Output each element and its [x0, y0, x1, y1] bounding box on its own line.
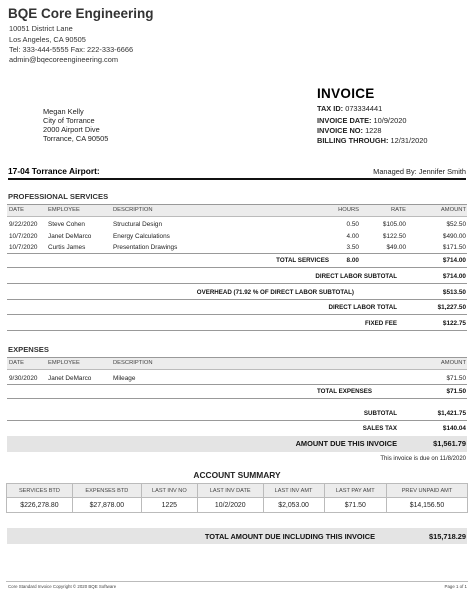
- account-summary-header: [7, 484, 468, 498]
- account-summary-values: [7, 498, 468, 513]
- expenses-btd-value: $27,878.00: [72, 498, 141, 513]
- row-amount: $52.50: [446, 221, 466, 228]
- col-last-inv-amt: LAST INV AMT: [263, 484, 324, 498]
- grand-total-value: $15,718.29: [429, 532, 466, 541]
- col-rate: RATE: [390, 207, 406, 213]
- project-divider: [8, 178, 466, 180]
- invoice-date-line: [317, 116, 406, 125]
- prev-unpaid-amt-value: $14,156.50: [386, 498, 467, 513]
- row-rate: $122.50: [382, 233, 406, 240]
- invoice-no-line: [317, 126, 382, 135]
- company-name: BQE Core Engineering: [8, 6, 154, 21]
- row-amount: $171.50: [442, 244, 466, 251]
- client-org: City of Torrance: [43, 116, 95, 125]
- labor-total-divider: [7, 314, 467, 315]
- col-hours: HOURS: [338, 207, 359, 213]
- overhead-label: OVERHEAD (71.92 % OF DIRECT LABOR SUBTOTAL): [196, 289, 354, 296]
- row-rate: $105.00: [382, 221, 406, 228]
- total-expenses-divider: [7, 398, 467, 399]
- subtotal-value: $1,421.75: [437, 410, 466, 417]
- services-btd-value: $226,278.80: [7, 498, 73, 513]
- sales-tax-value: $140.04: [442, 425, 466, 432]
- col-employee: EMPLOYEE: [48, 360, 80, 366]
- fixed-fee-label: FIXED FEE: [365, 320, 397, 327]
- amount-due-label: AMOUNT DUE THIS INVOICE: [295, 439, 397, 448]
- last-inv-amt-value: $2,053.00: [263, 498, 324, 513]
- direct-labor-total-value: $1,227.50: [437, 304, 466, 311]
- total-expenses-label: TOTAL EXPENSES: [316, 388, 372, 395]
- subtotal-divider: [7, 283, 467, 284]
- row-date: 10/7/2020: [9, 244, 38, 251]
- invoice-title: INVOICE: [317, 86, 375, 101]
- tax-id-line: [317, 104, 382, 113]
- total-services-value: $714.00: [442, 257, 466, 264]
- row-date: 9/22/2020: [9, 221, 38, 228]
- row-date: 10/7/2020: [9, 233, 38, 240]
- row-employee: Curtis James: [48, 244, 86, 251]
- overhead-value: $513.50: [442, 289, 466, 296]
- account-summary-table: [6, 483, 468, 513]
- expenses-heading: EXPENSES: [8, 345, 49, 354]
- direct-labor-subtotal-value: $714.00: [442, 273, 466, 280]
- company-address-line2: Los Angeles, CA 90505: [9, 35, 86, 44]
- col-amount: AMOUNT: [440, 360, 466, 366]
- col-amount: AMOUNT: [440, 207, 466, 213]
- row-description: Energy Calculations: [113, 233, 170, 240]
- row-hours: 4.00: [346, 233, 359, 240]
- invoice-date-value: 10/9/2020: [373, 116, 407, 125]
- invoice-date-label: INVOICE DATE:: [317, 116, 372, 125]
- row-hours: 3.50: [346, 244, 359, 251]
- client-name: Megan Kelly: [43, 107, 84, 116]
- direct-labor-total-label: DIRECT LABOR TOTAL: [328, 304, 397, 311]
- row-description: Presentation Drawings: [113, 244, 178, 251]
- col-description: DESCRIPTION: [113, 360, 153, 366]
- col-date: DATE: [9, 360, 25, 366]
- overhead-divider: [7, 299, 467, 300]
- amount-due-bar: [7, 436, 467, 452]
- col-description: DESCRIPTION: [113, 207, 153, 213]
- col-date: DATE: [9, 207, 25, 213]
- row-hours: 0.50: [346, 221, 359, 228]
- total-services-divider: [7, 267, 467, 268]
- due-date-note: This invoice is due on 11/8/2020: [380, 456, 466, 462]
- col-services-btd: SERVICES BTD: [7, 484, 73, 498]
- billing-through-line: [317, 136, 428, 145]
- col-last-inv-date: LAST INV DATE: [197, 484, 263, 498]
- client-city: Torrance, CA 90505: [43, 134, 109, 143]
- professional-services-heading: PROFESSIONAL SERVICES: [8, 192, 109, 201]
- col-expenses-btd: EXPENSES BTD: [72, 484, 141, 498]
- row-description: Structural Design: [113, 221, 163, 228]
- footer-page-number: Page 1 of 1: [444, 584, 467, 589]
- footer-copyright: Core Standard Invoice Copyright © 2020 BQE Software: [8, 584, 117, 589]
- subtotal-line: [7, 420, 467, 421]
- last-pay-amt-value: $71.50: [324, 498, 386, 513]
- account-summary-title: ACCOUNT SUMMARY: [193, 470, 281, 480]
- company-address-line1: 10051 District Lane: [9, 24, 73, 33]
- last-inv-date-value: 10/2/2020: [197, 498, 263, 513]
- services-divider: [7, 253, 467, 254]
- col-last-pay-amt: LAST PAY AMT: [324, 484, 386, 498]
- footer-divider: [6, 581, 468, 582]
- company-email: admin@bqecoreengineering.com: [9, 55, 118, 64]
- expenses-divider: [7, 384, 467, 385]
- subtotal-label: SUBTOTAL: [363, 410, 397, 417]
- row-employee: Janet DeMarco: [48, 233, 92, 240]
- company-phone-fax: Tel: 333-444-5555 Fax: 222-333-6666: [9, 45, 134, 54]
- invoice-no-label: INVOICE NO:: [317, 126, 363, 135]
- row-amount: $71.50: [446, 375, 466, 382]
- managed-by: Managed By: Jennifer Smith: [373, 167, 466, 176]
- tax-id-value: 073334441: [345, 104, 383, 113]
- row-employee: Steve Cohen: [48, 221, 85, 228]
- client-street: 2000 Airport Dive: [43, 125, 100, 134]
- direct-labor-subtotal-label: DIRECT LABOR SUBTOTAL: [315, 273, 397, 280]
- sales-tax-label: SALES TAX: [362, 425, 397, 432]
- col-employee: EMPLOYEE: [48, 207, 80, 213]
- total-services-label: TOTAL SERVICES: [276, 257, 329, 264]
- professional-header-row: [7, 204, 467, 217]
- last-inv-no-value: 1225: [141, 498, 197, 513]
- row-description: Mileage: [113, 375, 136, 382]
- project-title: 17-04 Torrance Airport:: [8, 166, 100, 176]
- row-employee: Janet DeMarco: [48, 375, 92, 382]
- row-date: 9/30/2020: [9, 375, 38, 382]
- col-last-inv-no: LAST INV NO: [141, 484, 197, 498]
- expenses-header-row: [7, 357, 467, 370]
- amount-due-value: $1,561.79: [433, 439, 466, 448]
- row-amount: $490.00: [442, 233, 466, 240]
- billing-through-label: BILLING THROUGH:: [317, 136, 389, 145]
- fixed-fee-value: $122.75: [442, 320, 466, 327]
- total-hours: 8.00: [346, 257, 359, 264]
- row-rate: $49.00: [386, 244, 406, 251]
- col-prev-unpaid-amt: PREV UNPAID AMT: [386, 484, 467, 498]
- invoice-no-value: 1228: [365, 126, 382, 135]
- tax-id-label: TAX ID:: [317, 104, 344, 113]
- fixed-fee-divider: [7, 330, 467, 331]
- total-expenses-value: $71.50: [446, 388, 466, 395]
- grand-total-label: TOTAL AMOUNT DUE INCLUDING THIS INVOICE: [204, 532, 375, 541]
- billing-through-value: 12/31/2020: [390, 136, 428, 145]
